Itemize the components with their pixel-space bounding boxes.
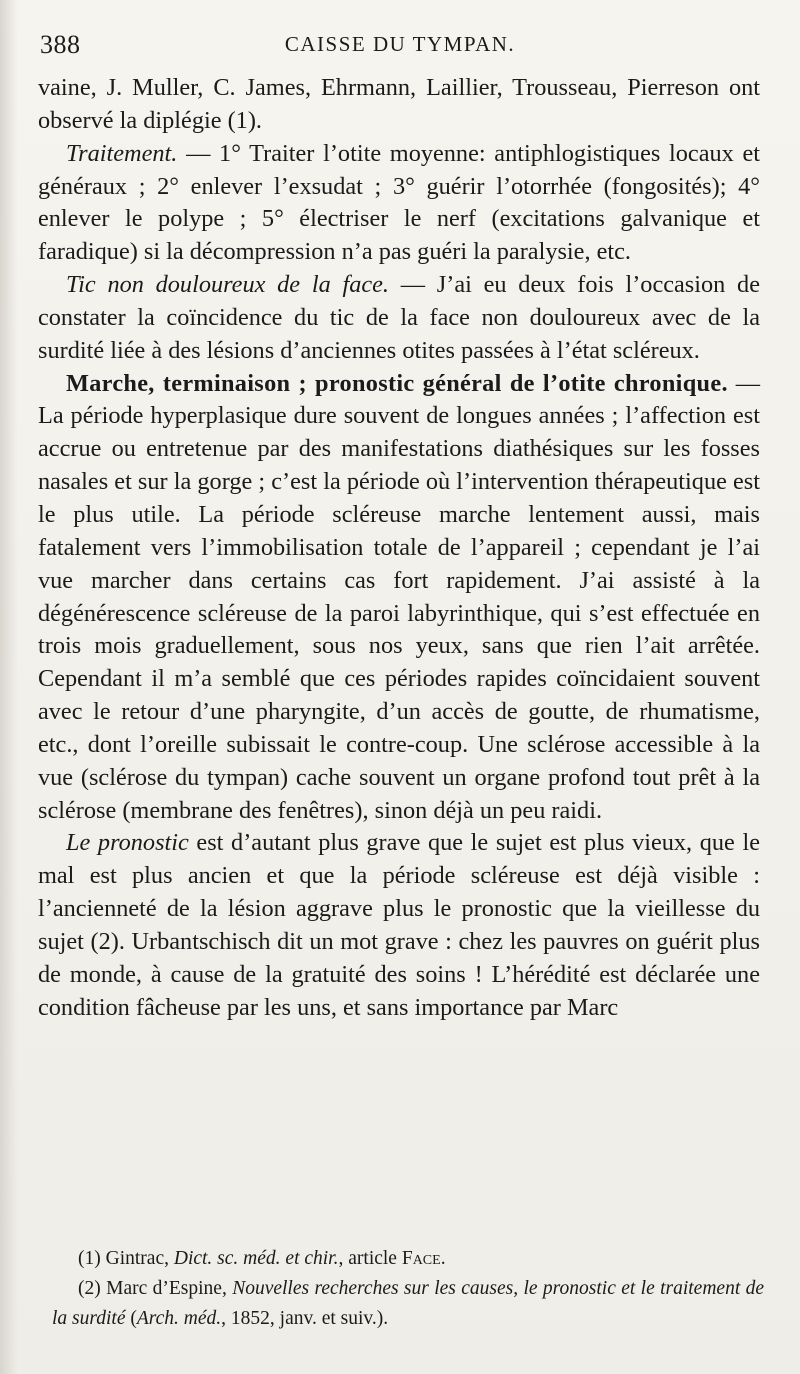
footnote-2 — [52, 1274, 764, 1334]
footnote-author: Gintrac, — [105, 1248, 169, 1269]
paragraph-tic — [38, 269, 760, 368]
paragraph-text: — 1° Traiter l’otite moyenne: antiphlogistiques locaux et généraux ; 2° enlever l’exsudat ; 3° guérir l’otorrhée (fongosités); 4° enlever le polype ; 5° électriser le nerf (excitations galvanique et faradique) si la décompression n’a pas guéri la paralysie, etc. — [38, 139, 760, 266]
footnote-1 — [52, 1244, 764, 1274]
paragraph-text: — J’ai eu deux fois l’occasion de constater la coïncidence du tic de la face non douloureux avec de la surdité liée à des lésions d’anciennes otites passées à l’état scléreux. — [38, 271, 760, 364]
footnote-marker: (2) — [78, 1278, 101, 1299]
page-number: 388 — [40, 30, 81, 59]
paragraph-citation-continuation — [38, 72, 760, 138]
footnote-journal: Arch. méd. — [136, 1308, 222, 1329]
footnote-detail: , article — [338, 1248, 397, 1269]
paragraph-marche — [38, 368, 760, 828]
footnote-paren: ( — [125, 1308, 137, 1329]
paragraph-text: vaine, J. Muller, C. James, Ehrmann, Laillier, Trousseau, Pierreson ont observé la diplégie (1). — [38, 74, 760, 134]
paragraph-lead: Tic non douloureux de la face. — [66, 271, 390, 299]
footnote-author: Marc d’Espine, — [106, 1278, 227, 1299]
body-text — [38, 72, 760, 1024]
footnote-work: Dict. sc. méd. et chir. — [173, 1248, 339, 1269]
section-heading: Marche, terminaison ; pronostic général de l’otite chronique. — [66, 369, 728, 397]
paragraph-pronostic — [38, 827, 760, 1024]
paragraph-lead: Le pronostic — [66, 829, 189, 857]
page-binding-shadow — [0, 0, 18, 1374]
page-header — [40, 30, 760, 64]
paragraph-text: est d’autant plus grave que le sujet est plus vieux, que le mal est plus ancien et que la période scléreuse est déjà visible : l’ancienneté de la lésion aggrave plus le pronostic que la vieillesse du sujet (2). Urbantschisch dit un mot grave : chez les pauvres on guérit plus de monde, à cause de la gratuité des soins ! L’hérédité est déclarée une condition fâcheuse par les uns, et sans importance par Marc — [38, 829, 760, 1021]
footnote-detail: , 1852, janv. et suiv.). — [221, 1308, 389, 1329]
paragraph-traitement — [38, 138, 760, 269]
paragraph-lead: Traitement. — [66, 139, 178, 167]
footnotes — [52, 1244, 764, 1334]
footnote-article: Face. — [401, 1248, 446, 1269]
footnote-marker: (1) — [78, 1248, 101, 1269]
running-title: CAISSE DU TYMPAN. — [284, 32, 516, 56]
footnote-work: Nouvelles recherches sur les causes, le pronostic et le traitement de la surdité — [52, 1278, 765, 1329]
paragraph-text: — La période hyperplasique dure souvent de longues années ; l’affection est accrue ou entretenue par des manifestations diathésiques sur les fosses nasales et sur la gorge ; c’est la période où l’intervention thérapeutique est le plus utile. La période scléreuse marche lentement aussi, mais fatalement vers l’immobilisation totale de l’appareil ; cependant je l’ai vue marcher dans certains cas fort rapidement. J’ai assisté à la dégénérescence scléreuse de la paroi labyrinthique, qui s’est effectuée en trois mois graduellement, sous nos yeux, sans que rien l’ait arrêtée. Cependant il m’a semblé que ces périodes rapides coïncidaient souvent avec le retour d’une pharyngite, d’un accès de goutte, de rhumatisme, etc., dont l’oreille subissait le contre-coup. Une sclérose accessible à la vue (sclérose du tympan) cache souvent un organe profond tout prêt à la sclérose (membrane des fenêtres), sinon déjà un peu raidi. — [38, 369, 760, 824]
